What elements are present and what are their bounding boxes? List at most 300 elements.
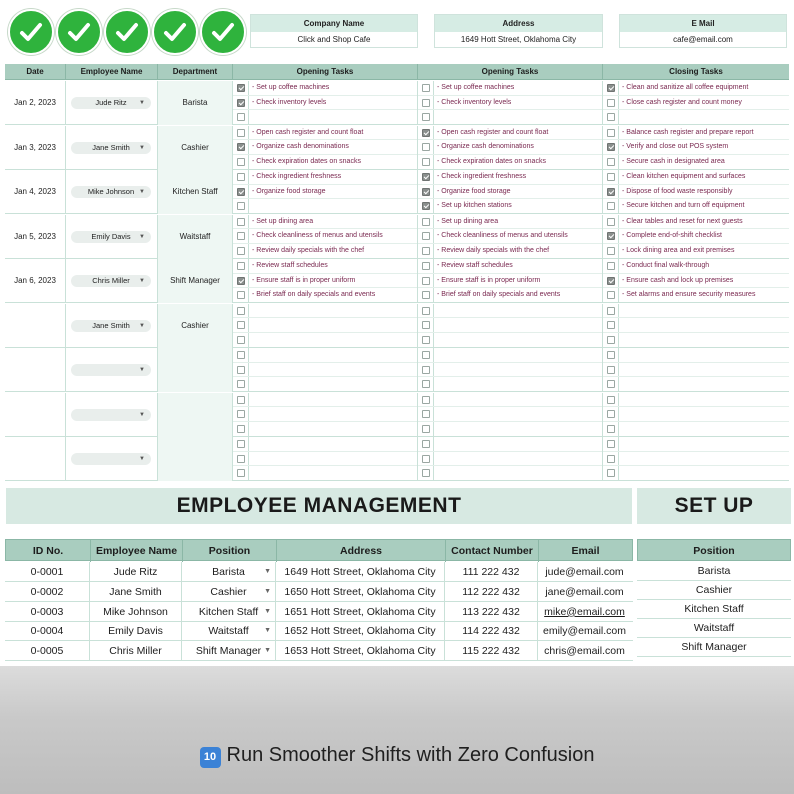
col-closing-tasks: Closing Tasks [669, 67, 723, 76]
task-line [603, 393, 789, 408]
task-text: - Check ingredient freshness [437, 173, 527, 180]
dropdown-caret-icon[interactable]: ▼ [264, 647, 271, 655]
checkbox-icon[interactable] [607, 469, 615, 477]
checkbox-icon[interactable] [237, 336, 245, 344]
task-text: - Check ingredient freshness [252, 173, 342, 180]
employee-dropdown[interactable] [71, 142, 151, 154]
checkbox-icon[interactable] [237, 469, 245, 477]
checkbox-icon[interactable] [237, 277, 245, 285]
dropdown-caret-icon[interactable]: ▼ [264, 627, 271, 635]
checkbox-icon[interactable] [422, 247, 430, 255]
employee-address-text: 1650 Hott Street, Oklahoma City [284, 585, 436, 598]
employee-dropdown[interactable] [71, 97, 151, 109]
checkbox-icon[interactable] [237, 113, 245, 121]
task-text: - Check expiration dates on snacks [252, 157, 361, 165]
opening-task-block [233, 348, 418, 392]
checkbox-icon[interactable] [422, 232, 430, 240]
checkbox-icon[interactable] [607, 396, 615, 404]
checkbox-icon[interactable] [422, 321, 430, 329]
task-line [418, 407, 602, 422]
task-text: - Review daily specials with the chef [252, 246, 365, 254]
employee-contact-cell[interactable] [445, 562, 538, 582]
checkbox-icon[interactable] [422, 380, 430, 388]
checkbox-icon[interactable] [422, 84, 430, 92]
closing-task-block [603, 170, 789, 214]
employee-name-text: Chris Miller [109, 645, 162, 658]
task-line [418, 215, 602, 230]
employee-dropdown[interactable] [71, 275, 151, 287]
task-line [233, 259, 417, 274]
task-text: - Set up coffee machines [437, 84, 515, 91]
task-line [233, 377, 417, 392]
checkbox-icon[interactable] [237, 440, 245, 448]
task-row [5, 393, 789, 437]
checkbox-icon[interactable] [237, 247, 245, 255]
employee-position-cell[interactable] [182, 641, 276, 661]
closing-task-block [603, 259, 789, 303]
task-text: - Set up dining area [437, 217, 499, 225]
checkbox-icon[interactable] [237, 321, 245, 329]
email-box [619, 14, 787, 48]
checkbox-icon[interactable] [237, 455, 245, 463]
employee-address-cell[interactable] [276, 562, 445, 582]
checkbox-icon[interactable] [607, 336, 615, 344]
employee-dropdown[interactable] [71, 231, 151, 243]
position-item[interactable]: Kitchen Staff [637, 600, 791, 619]
checkbox-icon[interactable] [422, 396, 430, 404]
employee-position-text: Kitchen Staff [198, 605, 259, 618]
employee-cell [66, 304, 158, 348]
checkbox-icon[interactable] [422, 307, 430, 315]
check-circle-icon [200, 9, 246, 55]
dropdown-caret-icon[interactable]: ▼ [139, 278, 145, 284]
address-label: Address [435, 15, 602, 32]
checkbox-icon[interactable] [607, 202, 615, 210]
task-line [233, 155, 417, 170]
checkbox-icon[interactable] [422, 425, 430, 433]
employee-cell [66, 126, 158, 170]
task-text: - Review staff schedules [252, 262, 328, 269]
task-line [603, 110, 789, 125]
employee-email-cell[interactable] [538, 582, 631, 602]
checkbox-icon[interactable] [607, 232, 615, 240]
opening-task-block [233, 170, 418, 214]
checkbox-icon[interactable] [237, 425, 245, 433]
task-text: - Complete end-of-shift checklist [622, 232, 722, 240]
checkbox-icon[interactable] [422, 99, 430, 107]
date-cell[interactable]: Jan 4, 2023 [5, 170, 66, 214]
employee-row [5, 602, 633, 622]
employee-cell [66, 348, 158, 392]
task-text: - Brief staff on daily specials and events [437, 291, 561, 299]
checkbox-icon[interactable] [237, 188, 245, 196]
position-item[interactable]: Waitstaff [637, 619, 791, 638]
task-text: - Brief staff on daily specials and events [252, 291, 376, 299]
task-line [233, 407, 417, 422]
task-text: - Clear tables and reset for next guests [622, 217, 743, 225]
date-cell[interactable]: Jan 6, 2023 [5, 259, 66, 303]
checkbox-icon[interactable] [237, 291, 245, 299]
checkbox-icon[interactable] [422, 469, 430, 477]
employee-contact-cell[interactable] [445, 602, 538, 622]
checkbox-icon[interactable] [607, 84, 615, 92]
check-circle-icon [152, 9, 198, 55]
employee-name-cell[interactable] [90, 562, 182, 582]
employee-dropdown[interactable] [71, 364, 151, 376]
task-line [233, 348, 417, 363]
checkbox-icon[interactable] [607, 410, 615, 418]
dropdown-caret-icon[interactable]: ▼ [139, 456, 145, 462]
col-id: ID No. [6, 540, 91, 562]
employee-address-text: 1653 Hott Street, Oklahoma City [284, 645, 436, 658]
date-cell[interactable] [5, 304, 66, 348]
task-line [418, 126, 602, 141]
employee-dropdown-value: Chris Miller [92, 276, 130, 285]
checkbox-icon[interactable] [607, 351, 615, 359]
position-item[interactable]: Cashier [637, 581, 791, 600]
task-row [5, 126, 789, 170]
checkbox-icon[interactable] [237, 129, 245, 137]
task-text: - Check cleanliness of menus and utensils [252, 232, 383, 240]
company-name-label: Company Name [251, 15, 417, 32]
employee-id-text: 0-0005 [30, 645, 64, 658]
number-ten-badge-icon: 10 [200, 747, 221, 768]
employee-row [5, 621, 633, 641]
date-cell[interactable]: Jan 5, 2023 [5, 215, 66, 259]
col-opening-tasks-2: Opening Tasks [418, 64, 603, 80]
checkbox-icon[interactable] [422, 336, 430, 344]
checkbox-icon[interactable] [607, 366, 615, 374]
checkbox-icon[interactable] [237, 84, 245, 92]
department-cell: Cashier [158, 304, 233, 348]
employee-contact-cell[interactable] [445, 582, 538, 602]
task-line [603, 274, 789, 289]
task-line [233, 466, 417, 481]
employee-name-text: Jane Smith [109, 585, 162, 598]
task-line [418, 377, 602, 392]
checkbox-icon[interactable] [607, 455, 615, 463]
checkbox-icon[interactable] [422, 410, 430, 418]
task-line [233, 199, 417, 214]
task-line [418, 229, 602, 244]
opening-task-block [418, 259, 603, 303]
checkbox-icon[interactable] [422, 351, 430, 359]
employee-address-text: 1649 Hott Street, Oklahoma City [284, 566, 436, 578]
dropdown-caret-icon[interactable]: ▼ [139, 367, 145, 373]
checkbox-icon[interactable] [607, 307, 615, 315]
task-line [233, 318, 417, 333]
employee-dropdown[interactable] [71, 186, 151, 198]
dropdown-caret-icon[interactable]: ▼ [139, 233, 145, 240]
employee-id-text: 0-0002 [30, 585, 64, 598]
task-row [5, 259, 789, 303]
task-text: - Review staff schedules [437, 262, 513, 269]
employee-table-header [5, 539, 633, 561]
opening-task-block [418, 170, 603, 214]
employee-position-text: Barista [212, 566, 245, 578]
opening-task-block [418, 304, 603, 348]
check-circle-icon [8, 9, 54, 55]
employee-name-cell[interactable] [90, 621, 182, 641]
employee-email-text: jude@email.com [545, 566, 624, 578]
task-line [233, 215, 417, 230]
checkbox-icon[interactable] [422, 129, 430, 137]
email-label: E Mail [620, 15, 786, 32]
employee-id-cell[interactable] [5, 641, 90, 661]
employee-name-cell[interactable] [90, 582, 182, 602]
checkbox-icon[interactable] [607, 113, 615, 121]
checkbox-icon[interactable] [422, 291, 430, 299]
position-item[interactable]: Shift Manager [637, 638, 791, 657]
task-line [603, 229, 789, 244]
date-cell[interactable]: Jan 2, 2023 [5, 81, 66, 125]
task-line [603, 333, 789, 348]
task-text: - Ensure staff is in proper uniform [437, 276, 541, 284]
task-line [603, 466, 789, 481]
employee-name-cell[interactable] [90, 602, 182, 622]
task-text: - Organize cash denominations [437, 143, 534, 151]
task-line [418, 348, 602, 363]
checkbox-icon[interactable] [237, 307, 245, 315]
checkbox-icon[interactable] [237, 143, 245, 151]
company-name-value[interactable]: Click and Shop Cafe [297, 35, 371, 44]
task-line [418, 259, 602, 274]
task-text: - Dispose of food waste responsibly [622, 187, 733, 195]
employee-dropdown[interactable] [71, 320, 151, 332]
task-text: - Clean kitchen equipment and surfaces [622, 173, 746, 180]
employee-position-cell[interactable] [182, 562, 276, 582]
check-circle-icon [56, 9, 102, 55]
employee-contact-cell[interactable] [445, 641, 538, 661]
checkbox-icon[interactable] [607, 143, 615, 151]
task-line [603, 81, 789, 96]
checkbox-icon[interactable] [607, 321, 615, 329]
task-line [418, 333, 602, 348]
opening-task-block [418, 81, 603, 125]
col-name: Employee Name [91, 540, 183, 562]
opening-task-block [233, 215, 418, 259]
employee-name-cell[interactable] [90, 641, 182, 661]
task-line [603, 126, 789, 141]
checkbox-icon[interactable] [422, 143, 430, 151]
employee-email-cell[interactable] [538, 602, 631, 622]
checkbox-icon[interactable] [237, 218, 245, 226]
address-value[interactable]: 1649 Hott Street, Oklahoma City [460, 35, 577, 44]
closing-task-block [603, 304, 789, 348]
task-line [233, 288, 417, 303]
checkbox-icon[interactable] [607, 99, 615, 107]
employee-id-cell[interactable] [5, 562, 90, 582]
checkbox-icon[interactable] [422, 158, 430, 166]
checkbox-icon[interactable] [237, 351, 245, 359]
employee-cell [66, 437, 158, 481]
checkbox-icon[interactable] [237, 99, 245, 107]
checkbox-icon[interactable] [607, 291, 615, 299]
task-line [418, 288, 602, 303]
employee-cell [66, 170, 158, 214]
checkbox-icon[interactable] [422, 366, 430, 374]
employee-email-text: emily@email.com [542, 625, 626, 638]
employee-email-cell[interactable] [538, 621, 631, 641]
dropdown-caret-icon[interactable]: ▼ [139, 100, 145, 106]
checkbox-icon[interactable] [237, 410, 245, 418]
employee-cell [66, 81, 158, 125]
checkbox-icon[interactable] [237, 262, 245, 270]
task-text: - Organize food storage [437, 187, 511, 195]
employee-position-cell[interactable] [182, 602, 276, 622]
date-cell[interactable]: Jan 3, 2023 [5, 126, 66, 170]
employee-name-text: Jude Ritz [113, 566, 158, 578]
caption-band [0, 666, 794, 794]
task-text: - Set up dining area [252, 217, 314, 225]
setup-banner [637, 488, 791, 524]
task-row [5, 170, 789, 214]
employee-email-text: chris@email.com [544, 645, 625, 658]
checkbox-icon[interactable] [237, 202, 245, 210]
checkbox-icon[interactable] [607, 218, 615, 226]
closing-task-block [603, 215, 789, 259]
employee-contact-cell[interactable] [445, 621, 538, 641]
checkbox-icon[interactable] [237, 232, 245, 240]
opening-task-block [418, 393, 603, 437]
checkbox-icon[interactable] [607, 129, 615, 137]
checkbox-icon[interactable] [237, 158, 245, 166]
checkbox-icon[interactable] [422, 262, 430, 270]
employee-email-text: mike@email.com [544, 605, 625, 618]
employee-position-text: Shift Manager [195, 645, 262, 658]
dropdown-caret-icon[interactable]: ▼ [264, 587, 271, 595]
employee-id-cell[interactable] [5, 621, 90, 641]
col-employee-name: Employee Name [66, 64, 158, 80]
checkbox-icon[interactable] [422, 277, 430, 285]
employee-dropdown-value: Mike Johnson [87, 187, 135, 196]
task-line [233, 244, 417, 259]
checkbox-icon[interactable] [237, 380, 245, 388]
employee-id-cell[interactable] [5, 602, 90, 622]
employee-dropdown-value: Jane Smith [92, 320, 130, 330]
employee-id-cell[interactable] [5, 582, 90, 602]
task-line [603, 363, 789, 378]
task-line [233, 363, 417, 378]
employee-contact-text: 112 222 432 [462, 585, 520, 598]
task-line [418, 81, 602, 96]
employee-dropdown[interactable] [71, 453, 151, 465]
task-text: - Set up kitchen stations [437, 202, 512, 210]
task-line [603, 318, 789, 333]
task-line [418, 274, 602, 289]
task-row [5, 215, 789, 259]
position-item[interactable]: Barista [637, 562, 791, 581]
checkbox-icon[interactable] [422, 173, 430, 181]
opening-task-block [233, 393, 418, 437]
task-line [418, 110, 602, 125]
task-row [5, 348, 789, 392]
checkbox-icon[interactable] [607, 158, 615, 166]
dropdown-caret-icon[interactable]: ▼ [264, 607, 271, 615]
checkbox-icon[interactable] [607, 173, 615, 181]
employee-address-cell[interactable] [276, 621, 445, 641]
employee-address-cell[interactable] [276, 641, 445, 661]
employee-email-cell[interactable] [538, 641, 631, 661]
task-text: - Open cash register and count float [252, 128, 364, 136]
employee-position-cell[interactable] [182, 582, 276, 602]
task-text: - Ensure staff is in proper uniform [252, 276, 356, 284]
task-text: - Review daily specials with the chef [437, 246, 550, 254]
checkbox-icon[interactable] [422, 113, 430, 121]
checkbox-icon[interactable] [607, 262, 615, 270]
opening-task-block [233, 437, 418, 481]
task-line [233, 437, 417, 452]
task-line [418, 199, 602, 214]
employee-dropdown-value: Jane Smith [92, 142, 130, 152]
col-date: Date [5, 64, 66, 80]
position-header: Position [637, 539, 791, 561]
check-circle-icon [104, 9, 150, 55]
dropdown-caret-icon[interactable]: ▼ [264, 568, 271, 575]
task-line [233, 333, 417, 348]
col-opening-tasks-1: Opening Tasks [233, 64, 418, 80]
date-cell[interactable] [5, 437, 66, 481]
dropdown-caret-icon[interactable]: ▼ [139, 189, 145, 195]
checkbox-icon[interactable] [607, 425, 615, 433]
employee-id-text: 0-0004 [30, 625, 64, 638]
checkbox-icon[interactable] [422, 202, 430, 210]
checkbox-icon[interactable] [607, 188, 615, 196]
employee-address-cell[interactable] [276, 582, 445, 602]
task-line [233, 304, 417, 319]
date-cell[interactable] [5, 348, 66, 392]
task-text: - Check cleanliness of menus and utensils [437, 232, 568, 240]
caption-text: Run Smoother Shifts with Zero Confusion [226, 744, 595, 766]
checkbox-icon[interactable] [237, 366, 245, 374]
task-line [603, 215, 789, 230]
checkbox-icon[interactable] [607, 277, 615, 285]
employee-email-cell[interactable] [538, 562, 631, 582]
email-value[interactable]: cafe@email.com [673, 35, 733, 44]
employee-dropdown-value: Emily Davis [91, 231, 131, 241]
task-text: - Secure kitchen and turn off equipment [622, 202, 745, 210]
closing-task-block [603, 393, 789, 437]
task-line [418, 244, 602, 259]
employee-row [5, 582, 633, 602]
dropdown-caret-icon[interactable]: ▼ [139, 144, 145, 151]
checkbox-icon[interactable] [607, 380, 615, 388]
task-line [603, 185, 789, 200]
task-line [603, 422, 789, 437]
employee-dropdown[interactable] [71, 409, 151, 421]
employee-address-cell[interactable] [276, 602, 445, 622]
dropdown-caret-icon[interactable]: ▼ [139, 322, 145, 329]
date-cell[interactable] [5, 393, 66, 437]
checkbox-icon[interactable] [237, 396, 245, 404]
task-line [418, 318, 602, 333]
department-cell: Waitstaff [158, 215, 233, 259]
checkbox-icon[interactable] [237, 173, 245, 181]
task-text: - Check inventory levels [437, 98, 512, 106]
employee-position-cell[interactable] [182, 621, 276, 641]
checkbox-icon[interactable] [607, 247, 615, 255]
checkbox-icon[interactable] [422, 218, 430, 226]
department-cell: Cashier [158, 126, 233, 170]
checkbox-icon[interactable] [422, 188, 430, 196]
task-line [603, 199, 789, 214]
employee-id-text: 0-0001 [30, 566, 64, 578]
task-text: - Clean and sanitize all coffee equipment [622, 84, 749, 91]
checkbox-icon[interactable] [422, 455, 430, 463]
checkbox-icon[interactable] [607, 440, 615, 448]
checkbox-icon[interactable] [422, 440, 430, 448]
dropdown-caret-icon[interactable]: ▼ [139, 411, 145, 418]
